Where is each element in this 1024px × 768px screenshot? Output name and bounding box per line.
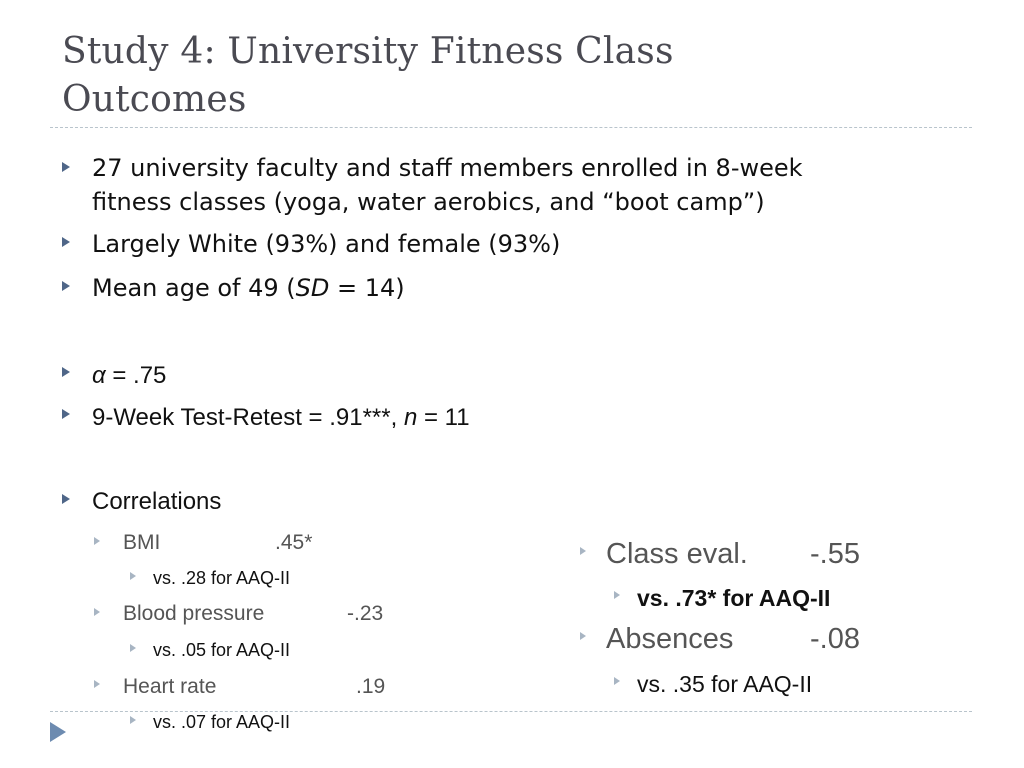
corr-hr-label: Heart rate bbox=[123, 675, 217, 698]
corr-hr-value: .19 bbox=[356, 675, 386, 698]
bullet-alpha: α = .75 bbox=[92, 362, 167, 389]
sub-bullet-icon bbox=[94, 537, 100, 545]
bullet-icon bbox=[62, 494, 70, 504]
bullet-demographics: Largely White (93%) and female (93%) bbox=[92, 230, 561, 258]
corr-bp-label: Blood pressure bbox=[123, 602, 265, 625]
sub-bullet-icon bbox=[130, 572, 136, 580]
bullet-icon bbox=[62, 162, 70, 172]
sub-bullet-icon bbox=[130, 644, 136, 652]
corr-bmi-compare: vs. .28 for AAQ-II bbox=[153, 568, 291, 588]
corr-absences-label: Absences bbox=[606, 623, 734, 655]
sub-bullet-icon bbox=[580, 632, 586, 640]
bullet-icon bbox=[62, 367, 70, 377]
corr-class-eval-compare: vs. .73* for AAQ-II bbox=[637, 585, 831, 611]
bullet-icon bbox=[62, 281, 70, 291]
corr-bmi-value: .45* bbox=[275, 531, 313, 554]
bullet-icon bbox=[62, 409, 70, 419]
sub-bullet-icon bbox=[94, 680, 100, 688]
corr-class-eval-label: Class eval. bbox=[606, 538, 748, 570]
footer-divider bbox=[50, 711, 972, 712]
bullet-correlations: Correlations bbox=[92, 488, 222, 515]
sub-bullet-icon bbox=[614, 677, 620, 685]
title-line-2: Outcomes bbox=[62, 79, 247, 120]
corr-class-eval-value: -.55 bbox=[810, 538, 860, 570]
bullet-participants-line2: fitness classes (yoga, water aerobics, and “boot camp”) bbox=[92, 188, 765, 216]
sub-bullet-icon bbox=[130, 716, 136, 724]
bullet-icon bbox=[62, 237, 70, 247]
corr-bp-value: -.23 bbox=[347, 602, 384, 625]
title-line-1: Study 4: University Fitness Class bbox=[62, 31, 674, 72]
bullet-test-retest: 9-Week Test-Retest = .91***, n = 11 bbox=[92, 404, 470, 431]
sub-bullet-icon bbox=[614, 591, 620, 599]
bullet-mean-age: Mean age of 49 (SD = 14) bbox=[92, 274, 405, 302]
title-divider bbox=[50, 127, 972, 128]
sub-bullet-icon bbox=[94, 608, 100, 616]
corr-hr-compare: vs. .07 for AAQ-II bbox=[153, 712, 291, 732]
play-arrow-icon[interactable] bbox=[50, 722, 66, 742]
corr-absences-compare: vs. .35 for AAQ-II bbox=[637, 671, 813, 697]
sub-bullet-icon bbox=[580, 547, 586, 555]
bullet-participants-line1: 27 university faculty and staff members enrolled in 8-week bbox=[92, 154, 803, 182]
corr-absences-value: -.08 bbox=[810, 623, 860, 655]
corr-bmi-label: BMI bbox=[123, 531, 161, 554]
corr-bp-compare: vs. .05 for AAQ-II bbox=[153, 640, 291, 660]
slide-title bbox=[62, 28, 962, 124]
